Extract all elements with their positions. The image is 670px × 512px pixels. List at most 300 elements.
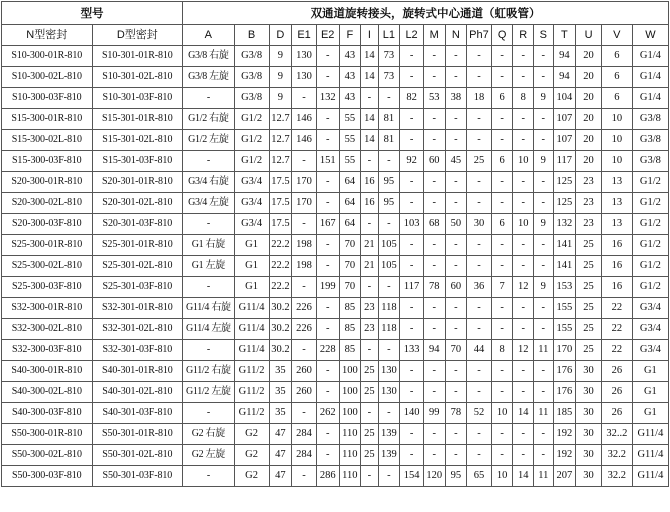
table-cell: 78 bbox=[423, 277, 445, 298]
table-cell: 7 bbox=[491, 277, 513, 298]
table-cell: 286 bbox=[316, 466, 339, 487]
table-cell: 30 bbox=[576, 466, 602, 487]
table-row bbox=[2, 235, 669, 256]
table-cell: - bbox=[491, 235, 513, 256]
table-cell: - bbox=[400, 382, 424, 403]
table-cell: 14 bbox=[513, 466, 534, 487]
table-cell: - bbox=[491, 67, 513, 88]
table-cell: 20 bbox=[576, 151, 602, 172]
table-cell: 60 bbox=[423, 151, 445, 172]
table-cell: G11/4 左旋 bbox=[183, 319, 234, 340]
table-cell: 21 bbox=[361, 256, 378, 277]
column-header: D bbox=[269, 25, 292, 46]
table-cell: 11 bbox=[534, 340, 554, 361]
table-cell: 30 bbox=[576, 424, 602, 445]
table-row bbox=[2, 361, 669, 382]
table-cell: 85 bbox=[339, 340, 361, 361]
table-cell: 32.2 bbox=[601, 445, 632, 466]
table-cell: 38 bbox=[445, 88, 467, 109]
table-cell: 14 bbox=[361, 67, 378, 88]
table-cell: 192 bbox=[553, 424, 576, 445]
table-cell: - bbox=[400, 319, 424, 340]
table-cell: 60 bbox=[445, 277, 467, 298]
table-cell: S32-301-01R-810 bbox=[92, 298, 183, 319]
table-cell: 20 bbox=[576, 88, 602, 109]
table-cell: - bbox=[445, 193, 467, 214]
table-cell: - bbox=[491, 256, 513, 277]
table-cell: 25 bbox=[576, 277, 602, 298]
table-cell: 44 bbox=[467, 340, 492, 361]
table-cell: 70 bbox=[339, 256, 361, 277]
table-cell: G1/2 bbox=[632, 256, 668, 277]
table-cell: 22.2 bbox=[269, 235, 292, 256]
table-cell: - bbox=[467, 235, 492, 256]
table-cell: S25-300-01R-810 bbox=[2, 235, 93, 256]
table-cell: 73 bbox=[378, 46, 400, 67]
table-cell: 30 bbox=[576, 382, 602, 403]
table-cell: - bbox=[361, 403, 378, 424]
table-cell: - bbox=[491, 424, 513, 445]
table-cell: 26 bbox=[601, 361, 632, 382]
table-row bbox=[2, 382, 669, 403]
table-cell: 70 bbox=[339, 235, 361, 256]
table-cell: 23 bbox=[576, 193, 602, 214]
table-cell: 25 bbox=[576, 235, 602, 256]
table-cell: G1/2 bbox=[632, 172, 668, 193]
table-cell: 170 bbox=[553, 340, 576, 361]
column-header: B bbox=[234, 25, 269, 46]
column-header: V bbox=[601, 25, 632, 46]
table-cell: 25 bbox=[576, 319, 602, 340]
table-cell: 95 bbox=[445, 466, 467, 487]
table-cell: S15-301-03F-810 bbox=[92, 151, 183, 172]
table-cell: 99 bbox=[423, 403, 445, 424]
table-cell: S50-301-03F-810 bbox=[92, 466, 183, 487]
table-cell: 153 bbox=[553, 277, 576, 298]
table-row bbox=[2, 46, 669, 67]
table-cell: - bbox=[491, 382, 513, 403]
table-cell: 10 bbox=[601, 130, 632, 151]
table-cell: G3/4 bbox=[632, 319, 668, 340]
table-cell: 10 bbox=[491, 403, 513, 424]
table-cell: - bbox=[513, 235, 534, 256]
table-cell: 55 bbox=[339, 151, 361, 172]
column-header: N型密封 bbox=[2, 25, 93, 46]
table-cell: S25-301-01R-810 bbox=[92, 235, 183, 256]
table-cell: G3/4 bbox=[234, 214, 269, 235]
table-cell: 207 bbox=[553, 466, 576, 487]
table-cell: - bbox=[316, 109, 339, 130]
table-cell: G1 右旋 bbox=[183, 235, 234, 256]
table-cell: S32-301-02L-810 bbox=[92, 319, 183, 340]
table-cell: 6 bbox=[491, 88, 513, 109]
table-cell: 16 bbox=[361, 172, 378, 193]
table-cell: S10-300-03F-810 bbox=[2, 88, 93, 109]
table-row bbox=[2, 277, 669, 298]
table-cell: 12.7 bbox=[269, 109, 292, 130]
table-cell: S50-300-02L-810 bbox=[2, 445, 93, 466]
table-cell: 130 bbox=[378, 361, 400, 382]
table-cell: G1 左旋 bbox=[183, 256, 234, 277]
table-cell: 25 bbox=[361, 382, 378, 403]
table-cell: - bbox=[400, 130, 424, 151]
table-cell: - bbox=[292, 277, 317, 298]
table-cell: - bbox=[467, 172, 492, 193]
table-row bbox=[2, 424, 669, 445]
table-cell: 14 bbox=[361, 46, 378, 67]
table-cell: G1 bbox=[632, 403, 668, 424]
model-label: 型号 bbox=[2, 2, 183, 25]
table-cell: 100 bbox=[339, 361, 361, 382]
table-cell: - bbox=[445, 130, 467, 151]
table-cell: G3/8 bbox=[234, 67, 269, 88]
table-cell: G3/8 左旋 bbox=[183, 67, 234, 88]
table-cell: S32-301-03F-810 bbox=[92, 340, 183, 361]
table-cell: G3/4 左旋 bbox=[183, 193, 234, 214]
table-cell: - bbox=[534, 67, 554, 88]
table-cell: 81 bbox=[378, 130, 400, 151]
table-cell: 16 bbox=[361, 193, 378, 214]
table-cell: S10-301-03F-810 bbox=[92, 88, 183, 109]
table-cell: G1/4 bbox=[632, 46, 668, 67]
table-cell: S20-301-02L-810 bbox=[92, 193, 183, 214]
table-cell: S40-300-02L-810 bbox=[2, 382, 93, 403]
column-header: A bbox=[183, 25, 234, 46]
table-cell: - bbox=[423, 319, 445, 340]
table-cell: G1/2 bbox=[234, 130, 269, 151]
table-cell: - bbox=[423, 193, 445, 214]
table-cell: - bbox=[423, 382, 445, 403]
table-cell: - bbox=[400, 46, 424, 67]
table-row bbox=[2, 340, 669, 361]
table-cell: S32-300-03F-810 bbox=[2, 340, 93, 361]
table-cell: - bbox=[513, 130, 534, 151]
table-cell: G3/8 bbox=[234, 46, 269, 67]
table-row bbox=[2, 88, 669, 109]
table-cell: - bbox=[534, 256, 554, 277]
table-cell: G1/2 bbox=[234, 151, 269, 172]
table-cell: 10 bbox=[513, 151, 534, 172]
table-cell: - bbox=[513, 67, 534, 88]
table-cell: - bbox=[513, 109, 534, 130]
table-cell: G3/4 bbox=[234, 193, 269, 214]
table-cell: 20 bbox=[576, 130, 602, 151]
table-cell: - bbox=[361, 214, 378, 235]
table-cell: 139 bbox=[378, 424, 400, 445]
table-cell: 23 bbox=[576, 214, 602, 235]
table-cell: - bbox=[534, 361, 554, 382]
table-cell: - bbox=[423, 445, 445, 466]
table-cell: - bbox=[534, 130, 554, 151]
table-cell: - bbox=[316, 445, 339, 466]
table-cell: - bbox=[292, 466, 317, 487]
table-cell: S20-301-03F-810 bbox=[92, 214, 183, 235]
table-cell: 47 bbox=[269, 424, 292, 445]
table-cell: 110 bbox=[339, 466, 361, 487]
table-cell: - bbox=[445, 424, 467, 445]
table-cell: 25 bbox=[576, 256, 602, 277]
table-row bbox=[2, 214, 669, 235]
table-cell: - bbox=[183, 214, 234, 235]
table-cell: 12 bbox=[513, 277, 534, 298]
table-cell: S10-300-02L-810 bbox=[2, 67, 93, 88]
table-cell: - bbox=[491, 193, 513, 214]
table-cell: 30 bbox=[576, 403, 602, 424]
table-cell: G1/2 bbox=[632, 214, 668, 235]
table-cell: S40-301-03F-810 bbox=[92, 403, 183, 424]
table-row bbox=[2, 319, 669, 340]
table-cell: G11/2 bbox=[234, 403, 269, 424]
table-cell: - bbox=[183, 403, 234, 424]
table-cell: G11/4 bbox=[234, 340, 269, 361]
table-cell: - bbox=[513, 172, 534, 193]
table-cell: 151 bbox=[316, 151, 339, 172]
table-cell: 6 bbox=[491, 214, 513, 235]
table-cell: 9 bbox=[534, 214, 554, 235]
table-cell: 226 bbox=[292, 319, 317, 340]
column-header: L1 bbox=[378, 25, 400, 46]
table-cell: S20-300-01R-810 bbox=[2, 172, 93, 193]
column-header: E1 bbox=[292, 25, 317, 46]
table-cell: G11/2 左旋 bbox=[183, 382, 234, 403]
table-cell: 228 bbox=[316, 340, 339, 361]
table-cell: 130 bbox=[292, 67, 317, 88]
table-cell: - bbox=[534, 424, 554, 445]
table-cell: G3/4 bbox=[632, 340, 668, 361]
table-cell: 176 bbox=[553, 361, 576, 382]
table-cell: G1/2 右旋 bbox=[183, 109, 234, 130]
table-cell: S40-300-03F-810 bbox=[2, 403, 93, 424]
table-cell: 132 bbox=[553, 214, 576, 235]
table-cell: 35 bbox=[269, 382, 292, 403]
table-cell: 125 bbox=[553, 193, 576, 214]
table-title: 双通道旋转接头，旋转式中心通道（虹吸管） bbox=[183, 2, 669, 25]
table-cell: - bbox=[361, 277, 378, 298]
table-cell: - bbox=[400, 424, 424, 445]
table-cell: 13 bbox=[601, 214, 632, 235]
table-cell: - bbox=[423, 424, 445, 445]
table-cell: - bbox=[513, 319, 534, 340]
table-cell: 21 bbox=[361, 235, 378, 256]
table-cell: S50-301-02L-810 bbox=[92, 445, 183, 466]
table-cell: - bbox=[467, 67, 492, 88]
table-cell: 133 bbox=[400, 340, 424, 361]
table-cell: 176 bbox=[553, 382, 576, 403]
column-header: D型密封 bbox=[92, 25, 183, 46]
table-cell: 8 bbox=[513, 88, 534, 109]
table-cell: - bbox=[316, 193, 339, 214]
column-header: M bbox=[423, 25, 445, 46]
table-cell: 20 bbox=[576, 109, 602, 130]
column-header-row bbox=[2, 25, 669, 46]
table-cell: S10-301-01R-810 bbox=[92, 46, 183, 67]
table-cell: 65 bbox=[467, 466, 492, 487]
table-cell: - bbox=[378, 340, 400, 361]
table-cell: S25-300-02L-810 bbox=[2, 256, 93, 277]
table-cell: 167 bbox=[316, 214, 339, 235]
table-cell: 17.5 bbox=[269, 214, 292, 235]
table-cell: - bbox=[400, 193, 424, 214]
table-cell: S32-300-01R-810 bbox=[2, 298, 93, 319]
table-cell: 260 bbox=[292, 361, 317, 382]
table-cell: 14 bbox=[361, 109, 378, 130]
table-row bbox=[2, 130, 669, 151]
table-cell: 30 bbox=[576, 361, 602, 382]
table-cell: G1/4 bbox=[632, 67, 668, 88]
column-header: S bbox=[534, 25, 554, 46]
table-cell: 146 bbox=[292, 109, 317, 130]
table-cell: - bbox=[400, 172, 424, 193]
table-cell: - bbox=[491, 109, 513, 130]
table-cell: 20 bbox=[576, 67, 602, 88]
table-cell: 32.2 bbox=[601, 466, 632, 487]
table-cell: - bbox=[534, 382, 554, 403]
table-cell: G2 左旋 bbox=[183, 445, 234, 466]
table-cell: 125 bbox=[553, 172, 576, 193]
table-cell: 81 bbox=[378, 109, 400, 130]
table-cell: 100 bbox=[339, 403, 361, 424]
table-cell: S32-300-02L-810 bbox=[2, 319, 93, 340]
table-cell: S15-300-02L-810 bbox=[2, 130, 93, 151]
table-cell: - bbox=[423, 256, 445, 277]
table-cell: 35 bbox=[269, 361, 292, 382]
table-cell: 117 bbox=[553, 151, 576, 172]
column-header: T bbox=[553, 25, 576, 46]
table-cell: - bbox=[292, 403, 317, 424]
table-cell: - bbox=[316, 298, 339, 319]
table-cell: - bbox=[361, 151, 378, 172]
table-row bbox=[2, 193, 669, 214]
table-cell: 18 bbox=[467, 88, 492, 109]
table-cell: - bbox=[445, 172, 467, 193]
table-cell: 107 bbox=[553, 130, 576, 151]
column-header: W bbox=[632, 25, 668, 46]
table-cell: G1 bbox=[632, 382, 668, 403]
table-cell: - bbox=[467, 298, 492, 319]
table-cell: 100 bbox=[339, 382, 361, 403]
column-header: U bbox=[576, 25, 602, 46]
column-header: F bbox=[339, 25, 361, 46]
column-header: R bbox=[513, 25, 534, 46]
table-cell: 155 bbox=[553, 298, 576, 319]
table-cell: - bbox=[423, 172, 445, 193]
table-row bbox=[2, 466, 669, 487]
table-cell: 130 bbox=[292, 46, 317, 67]
table-cell: S50-300-03F-810 bbox=[2, 466, 93, 487]
table-cell: 94 bbox=[423, 340, 445, 361]
table-cell: 117 bbox=[400, 277, 424, 298]
table-cell: - bbox=[513, 445, 534, 466]
table-cell: S15-300-03F-810 bbox=[2, 151, 93, 172]
table-cell: 64 bbox=[339, 193, 361, 214]
table-cell: - bbox=[316, 319, 339, 340]
table-cell: - bbox=[316, 361, 339, 382]
column-header: Q bbox=[491, 25, 513, 46]
table-cell: G3/4 bbox=[234, 172, 269, 193]
table-cell: S15-301-01R-810 bbox=[92, 109, 183, 130]
table-cell: 25 bbox=[467, 151, 492, 172]
table-cell: 23 bbox=[361, 319, 378, 340]
table-cell: - bbox=[423, 109, 445, 130]
table-cell: 22 bbox=[601, 298, 632, 319]
table-cell: - bbox=[534, 109, 554, 130]
table-cell: S40-300-01R-810 bbox=[2, 361, 93, 382]
table-cell: S20-301-01R-810 bbox=[92, 172, 183, 193]
table-cell: 154 bbox=[400, 466, 424, 487]
table-cell: - bbox=[445, 67, 467, 88]
table-cell: - bbox=[183, 151, 234, 172]
table-cell: S40-301-01R-810 bbox=[92, 361, 183, 382]
table-cell: S50-301-01R-810 bbox=[92, 424, 183, 445]
table-cell: 170 bbox=[292, 172, 317, 193]
table-cell: 94 bbox=[553, 46, 576, 67]
table-cell: G3/4 bbox=[632, 298, 668, 319]
table-cell: G1 bbox=[234, 235, 269, 256]
table-cell: G1/2 bbox=[632, 235, 668, 256]
table-cell: 118 bbox=[378, 319, 400, 340]
table-cell: S25-301-02L-810 bbox=[92, 256, 183, 277]
table-cell: - bbox=[467, 424, 492, 445]
table-cell: - bbox=[400, 445, 424, 466]
table-cell: 6 bbox=[601, 67, 632, 88]
table-cell: G11/4 bbox=[632, 445, 668, 466]
column-header: N bbox=[445, 25, 467, 46]
table-cell: - bbox=[491, 445, 513, 466]
table-cell: 10 bbox=[491, 466, 513, 487]
table-row bbox=[2, 172, 669, 193]
table-cell: 284 bbox=[292, 445, 317, 466]
table-cell: - bbox=[400, 298, 424, 319]
table-row bbox=[2, 109, 669, 130]
table-cell: S10-300-01R-810 bbox=[2, 46, 93, 67]
table-cell: - bbox=[361, 340, 378, 361]
table-cell: - bbox=[183, 88, 234, 109]
table-cell: 22 bbox=[601, 340, 632, 361]
table-cell: 8 bbox=[491, 340, 513, 361]
table-cell: 155 bbox=[553, 319, 576, 340]
table-cell: - bbox=[467, 46, 492, 67]
table-cell: 118 bbox=[378, 298, 400, 319]
table-cell: - bbox=[467, 193, 492, 214]
table-cell: 12 bbox=[513, 340, 534, 361]
table-cell: 43 bbox=[339, 46, 361, 67]
table-cell: G1/2 bbox=[632, 277, 668, 298]
table-row bbox=[2, 151, 669, 172]
table-cell: - bbox=[316, 46, 339, 67]
table-cell: - bbox=[445, 109, 467, 130]
table-cell: - bbox=[513, 361, 534, 382]
table-cell: - bbox=[378, 88, 400, 109]
table-cell: - bbox=[423, 298, 445, 319]
table-cell: - bbox=[292, 151, 317, 172]
table-cell: 47 bbox=[269, 466, 292, 487]
table-cell: 23 bbox=[361, 298, 378, 319]
table-body bbox=[2, 46, 669, 487]
table-cell: - bbox=[423, 46, 445, 67]
table-cell: G11/4 bbox=[632, 466, 668, 487]
table-cell: - bbox=[534, 172, 554, 193]
table-cell: 25 bbox=[361, 361, 378, 382]
table-cell: G11/2 bbox=[234, 361, 269, 382]
table-cell: 22 bbox=[601, 319, 632, 340]
table-cell: G1/2 左旋 bbox=[183, 130, 234, 151]
table-cell: - bbox=[445, 382, 467, 403]
table-cell: 64 bbox=[339, 172, 361, 193]
table-cell: 16 bbox=[601, 277, 632, 298]
table-cell: S20-300-02L-810 bbox=[2, 193, 93, 214]
table-cell: 50 bbox=[445, 214, 467, 235]
table-cell: G1 bbox=[234, 256, 269, 277]
